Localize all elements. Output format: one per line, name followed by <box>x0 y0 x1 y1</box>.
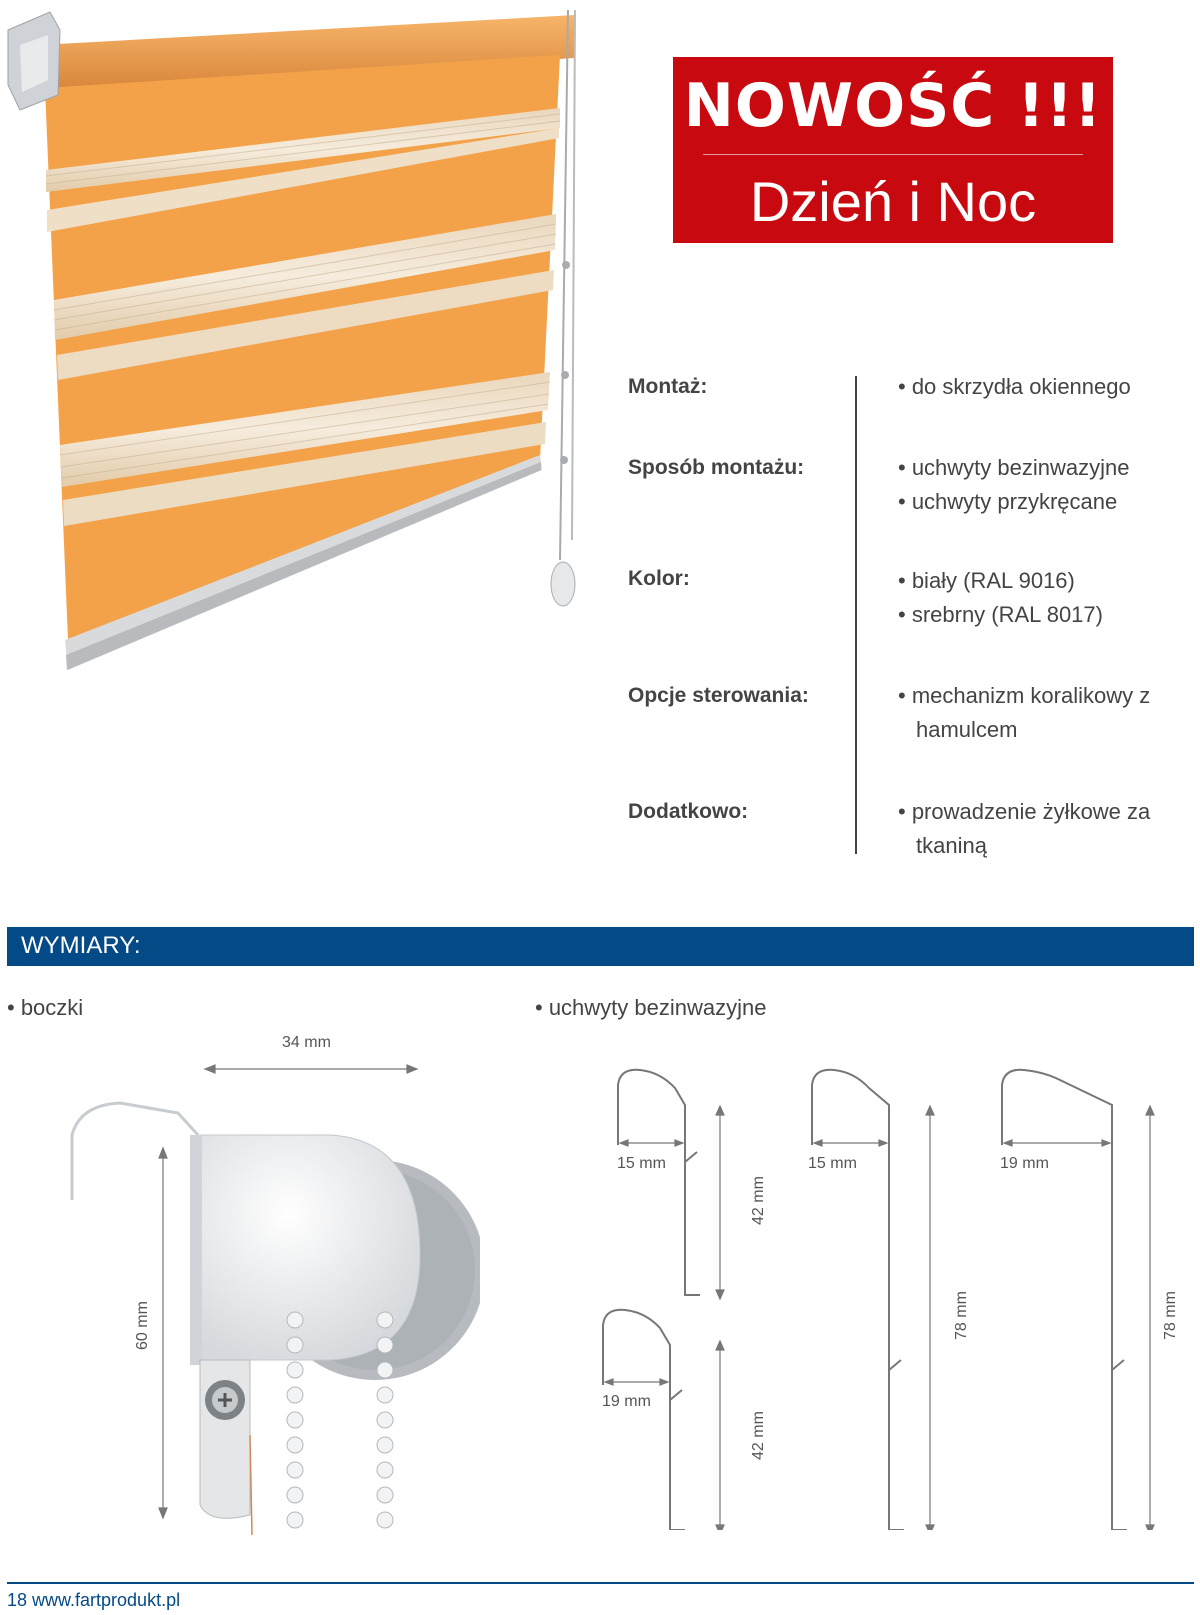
badge-divider <box>703 154 1083 155</box>
spec-value-line: • srebrny (RAL 8017) <box>898 602 1103 627</box>
spec-value <box>898 370 1198 404</box>
spec-value-line: • mechanizm koralikowy z <box>898 683 1151 708</box>
bracket4-width-label: 19 mm <box>602 1393 651 1410</box>
badge-subtitle: Dzień i Noc <box>749 170 1037 233</box>
section-title: WYMIARY: <box>21 932 141 959</box>
bracket1-width-label: 15 mm <box>617 1155 666 1172</box>
bracket3-height-label: 78 mm <box>1162 1291 1179 1340</box>
spec-value-line: • prowadzenie żyłkowe za <box>898 799 1151 824</box>
spec-label: Sposób montażu: <box>628 456 805 479</box>
badge-title: NOWOŚĆ !!! <box>683 71 1103 141</box>
spec-value-line: • uchwyty bezinwazyjne <box>898 455 1130 480</box>
brackets-drawing <box>590 1060 1190 1530</box>
bracket1-height-label: 42 mm <box>750 1176 767 1225</box>
footer-divider <box>7 1582 1194 1584</box>
spec-value <box>898 679 1198 747</box>
spec-value-line: • do skrzydła okiennego <box>898 374 1131 399</box>
bracket3-width-label: 19 mm <box>1000 1155 1049 1172</box>
side-caps-heading: • boczki <box>7 995 84 1020</box>
spec-value <box>898 795 1198 863</box>
spec-divider <box>855 376 857 854</box>
spec-label: Opcje sterowania: <box>628 684 809 707</box>
title-badge <box>673 57 1113 243</box>
spec-label: Dodatkowo: <box>628 800 749 823</box>
spec-value-line: • uchwyty przykręcane <box>898 489 1118 514</box>
roller-blind-illustration <box>0 0 600 690</box>
spec-value <box>898 564 1198 632</box>
brackets-heading: • uchwyty bezinwazyjne <box>535 995 767 1020</box>
footer-page-url: 18 www.fartprodukt.pl <box>7 1590 181 1610</box>
bracket2-width-label: 15 mm <box>808 1155 857 1172</box>
bracket4-height-label: 42 mm <box>750 1411 767 1460</box>
spec-value-line: hamulcem <box>916 717 1018 742</box>
dim-width-label: 34 mm <box>282 1034 331 1051</box>
side-cap-drawing <box>60 1055 480 1535</box>
section-header <box>7 927 1194 966</box>
spec-value-line: • biały (RAL 9016) <box>898 568 1075 593</box>
bracket2-height-label: 78 mm <box>953 1291 970 1340</box>
spec-value <box>898 451 1198 519</box>
dim-height-label: 60 mm <box>134 1301 151 1350</box>
spec-value-line: tkaniną <box>916 833 987 858</box>
spec-label: Montaż: <box>628 375 708 398</box>
spec-label: Kolor: <box>628 567 690 590</box>
